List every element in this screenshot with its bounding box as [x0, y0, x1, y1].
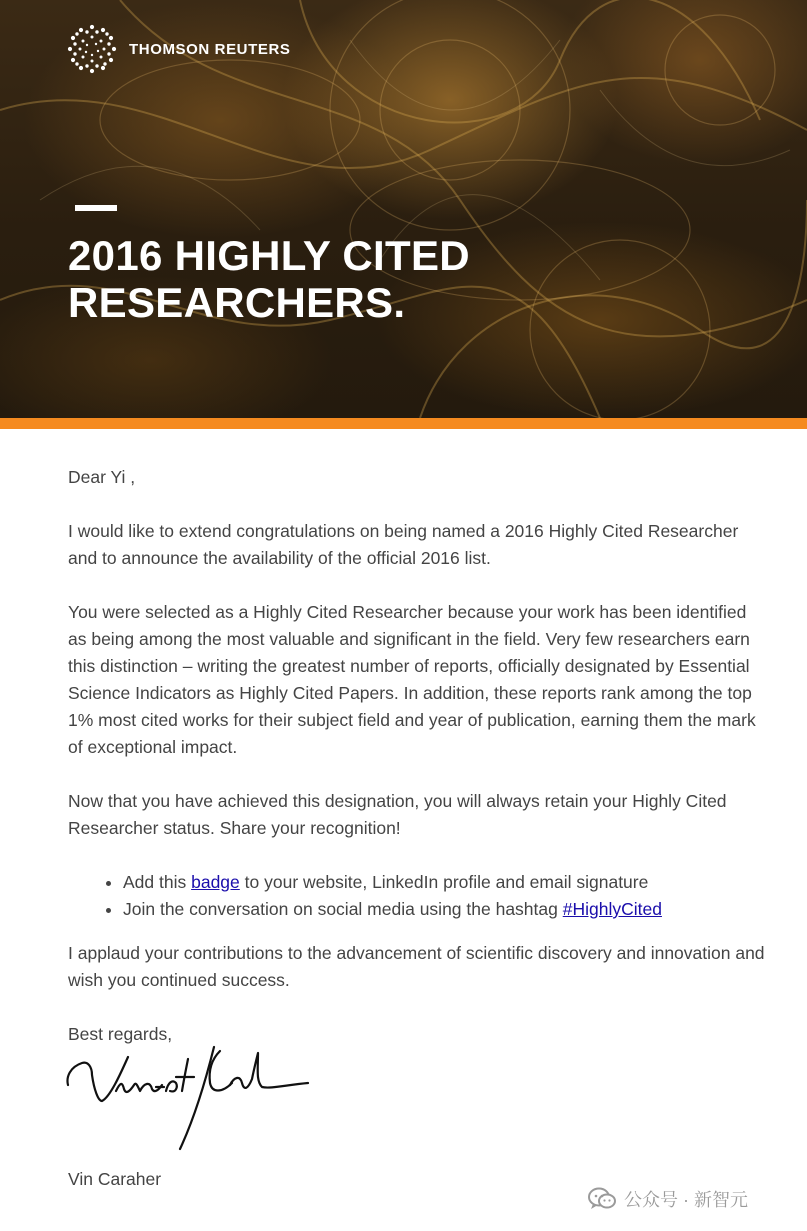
hashtag-link[interactable]: #HighlyCited [562, 899, 662, 919]
badge-link[interactable]: badge [191, 872, 240, 892]
greeting: Dear Yi , [68, 467, 136, 487]
page-title [68, 232, 470, 326]
title-line-1: 2016 HIGHLY CITED [68, 232, 470, 279]
letter-body [68, 464, 768, 1220]
brand-name: THOMSON REUTERS [129, 40, 291, 58]
bullet2-text-before: Join the conversation on social media using the hashtag [123, 899, 563, 919]
list-item-badge [123, 869, 768, 896]
paragraph-designation: Now that you have achieved this designation, you will always retain your Highly Cited Researcher status. Share your recognition! [68, 791, 727, 838]
orange-divider [0, 418, 807, 429]
title-line-2: RESEARCHERS. [68, 279, 406, 326]
header-banner [0, 0, 807, 418]
handwritten-signature [64, 1039, 314, 1164]
list-item-hashtag [123, 896, 768, 923]
signer-name: Vin Caraher [68, 1169, 162, 1189]
paragraph-congratulations: I would like to extend congratulations on being named a 2016 Highly Cited Researcher and to announce the availability of the official 2016 list. [68, 521, 739, 568]
bullet1-text-before: Add this [123, 872, 192, 892]
closing: Best regards, [68, 1024, 173, 1044]
paragraph-selection: You were selected as a Highly Cited Researcher because your work has been identified as being among the most valuable and significant in the field. Very few researchers earn this distinction – writing the greatest number of reports, officially designated by Essential Science Indicators as Highly Cited Papers. In addition, these reports rank among the top 1% most cited works for their subject field and year of publication, earning them the mark of exceptional impact. [68, 602, 756, 757]
action-list [68, 869, 768, 923]
thomson-reuters-logo-icon [67, 24, 117, 74]
watermark-text: 公众号 · 新智元 [624, 1190, 748, 1210]
bullet1-text-after: to your website, LinkedIn profile and email signature [239, 872, 649, 892]
wechat-watermark [588, 1186, 748, 1212]
title-accent-dash [75, 205, 117, 211]
paragraph-applaud: I applaud your contributions to the advancement of scientific discovery and innovation and wish you continued success. [68, 943, 765, 990]
wechat-icon [588, 1187, 616, 1211]
thomson-reuters-logo [67, 24, 291, 74]
